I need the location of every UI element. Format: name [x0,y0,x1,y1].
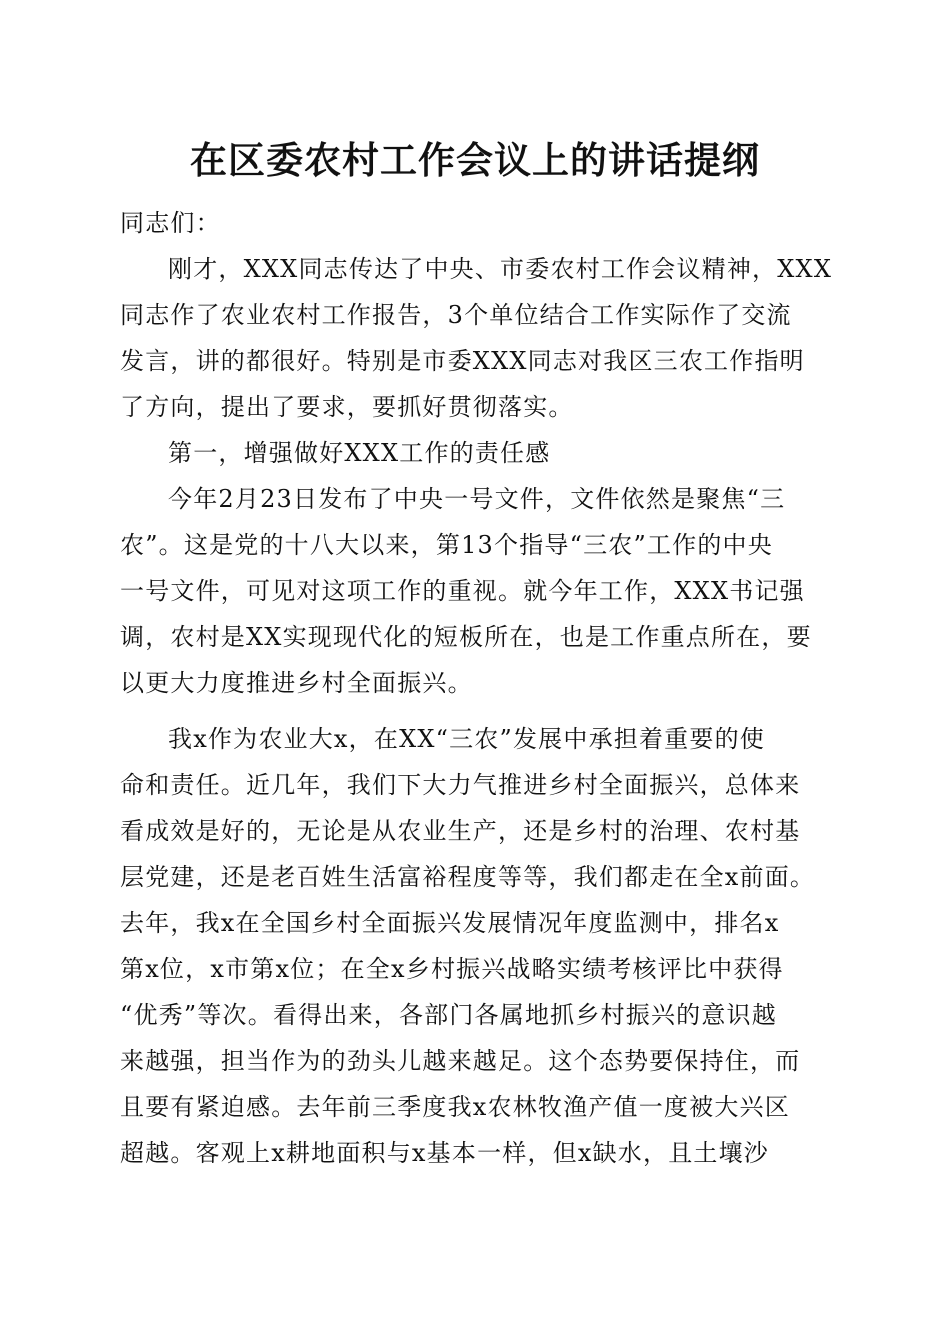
salutation-line: 同志们： [120,209,221,237]
paragraph-3-line-8: 来越强，担当作为的劲头儿越来越足。这个态势要保持住，而 [120,1047,801,1075]
document-title: 在区委农村工作会议上的讲话提纲 [190,138,760,182]
paragraph-2-line-4: 调，农村是XX实现现代化的短板所在，也是工作重点所在，要 [120,623,812,651]
section-heading: 第一，增强做好XXX工作的责任感 [168,439,551,467]
paragraph-3-line-2: 命和责任。近几年，我们下大力气推进乡村全面振兴，总体来 [120,771,801,799]
paragraph-1-line-2: 同志作了农业农村工作报告，3个单位结合工作实际作了交流 [120,301,792,329]
paragraph-3-line-7: “优秀”等次。看得出来，各部门各属地抓乡村振兴的意识越 [120,1001,777,1029]
paragraph-2-line-5: 以更大力度推进乡村全面振兴。 [120,669,473,697]
paragraph-2-line-2: 农”。这是党的十八大以来，第13个指导“三农”工作的中央 [120,531,773,559]
document-body [120,200,840,1176]
paragraph-3-line-9: 且要有紧迫感。去年前三季度我x农林牧渔产值一度被大兴区 [120,1093,790,1121]
paragraph-3-line-3: 看成效是好的，无论是从农业生产，还是乡村的治理、农村基 [120,817,801,845]
paragraph-3-line-6: 第x位，x市第x位；在全x乡村振兴战略实绩考核评比中获得 [120,955,784,983]
paragraph-1-line-3: 发言，讲的都很好。特别是市委XXX同志对我区三农工作指明 [120,347,805,375]
paragraph-1-line-1: 刚才，XXX同志传达了中央、市委农村工作会议精神，XXX [168,255,833,283]
paragraph-2-line-3: 一号文件，可见对这项工作的重视。就今年工作，XXX书记强 [120,577,805,605]
paragraph-3-line-1: 我x作为农业大x，在XX“三农”发展中承担着重要的使 [168,725,765,753]
paragraph-3-line-5: 去年，我x在全国乡村全面振兴发展情况年度监测中，排名x [120,909,780,937]
paragraph-1-line-4: 了方向，提出了要求，要抓好贯彻落实。 [120,393,574,421]
paragraph-spacer [120,706,840,716]
paragraph-2-line-1: 今年2月23日发布了中央一号文件，文件依然是聚焦“三 [168,485,786,513]
paragraph-3-line-10: 超越。客观上x耕地面积与x基本一样，但x缺水，且土壤沙 [120,1139,770,1167]
paragraph-3-line-4: 层党建，还是老百姓生活富裕程度等等，我们都走在全x前面。 [120,863,816,891]
